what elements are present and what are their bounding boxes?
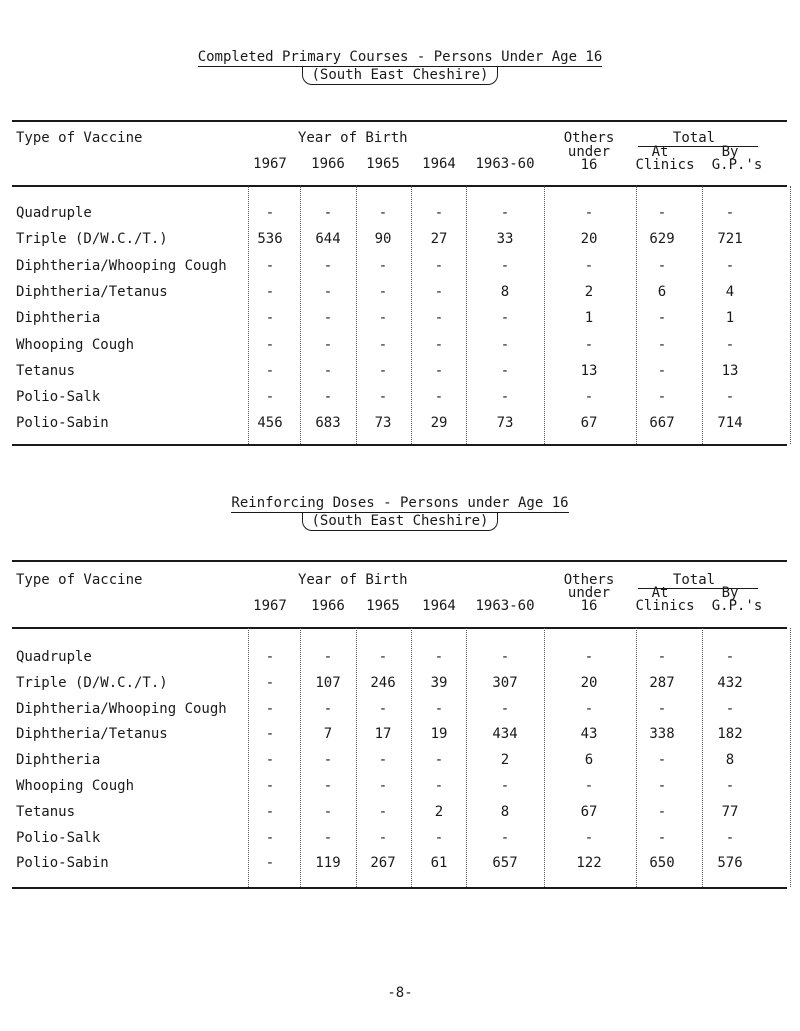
table-cell: 434 bbox=[492, 726, 518, 743]
table-cell: - bbox=[434, 389, 444, 406]
table-cell: - bbox=[725, 829, 735, 846]
header-at: Clinics bbox=[635, 598, 695, 614]
header-others: 16 bbox=[580, 157, 598, 173]
table-cell: - bbox=[265, 700, 275, 717]
table-cell: - bbox=[584, 205, 594, 221]
table-cell: - bbox=[378, 257, 388, 274]
table-cell: - bbox=[657, 649, 667, 665]
row-label: Triple (D/W.C./T.) bbox=[16, 231, 168, 248]
column-divider bbox=[636, 628, 637, 887]
table-cell: 287 bbox=[649, 674, 675, 691]
column-divider bbox=[790, 186, 791, 444]
table-cell: 4 bbox=[725, 283, 735, 300]
table-cell: - bbox=[657, 803, 667, 820]
table-cell: 182 bbox=[717, 726, 743, 743]
table-cell: - bbox=[434, 283, 444, 300]
header-year: 1965 bbox=[366, 156, 400, 172]
table-cell: - bbox=[584, 829, 594, 846]
table-cell: - bbox=[500, 362, 510, 379]
table-cell: 307 bbox=[492, 674, 518, 691]
table-header-rule bbox=[12, 627, 787, 629]
column-divider bbox=[702, 186, 703, 444]
table-cell: - bbox=[378, 803, 388, 820]
row-label: Diphtheria/Whooping Cough bbox=[16, 257, 227, 274]
section2-subtitle: (South East Cheshire) bbox=[302, 513, 497, 531]
table-cell: - bbox=[657, 778, 667, 794]
table-cell: - bbox=[500, 829, 510, 846]
table-cell: - bbox=[265, 726, 275, 743]
header-by: By bbox=[721, 144, 739, 160]
row-label: Polio-Salk bbox=[16, 389, 101, 406]
table-cell: - bbox=[323, 283, 333, 300]
table-cell: - bbox=[500, 257, 510, 274]
table-cell: - bbox=[378, 649, 388, 665]
table-cell: 73 bbox=[374, 415, 392, 432]
section2-title: Reinforcing Doses - Persons under Age 16 bbox=[231, 495, 569, 511]
table-top-rule bbox=[12, 560, 787, 562]
table-cell: 119 bbox=[315, 855, 341, 872]
page-number: -8- bbox=[387, 985, 413, 1001]
column-divider bbox=[248, 186, 249, 444]
row-label: Diphtheria/Tetanus bbox=[16, 283, 168, 300]
table-cell: - bbox=[584, 700, 594, 717]
table-cell: - bbox=[265, 257, 275, 274]
column-divider bbox=[544, 186, 545, 444]
table-cell: - bbox=[378, 310, 388, 327]
table-cell: 8 bbox=[725, 752, 735, 769]
row-label: Quadruple bbox=[16, 649, 92, 665]
table-cell: 714 bbox=[717, 415, 743, 432]
header-others: under bbox=[567, 144, 611, 160]
table-cell: - bbox=[434, 257, 444, 274]
header-year: 1966 bbox=[311, 156, 345, 172]
table-cell: 67 bbox=[580, 415, 598, 432]
table-cell: 122 bbox=[576, 855, 602, 872]
table-cell: 683 bbox=[315, 415, 341, 432]
header-year: 1966 bbox=[311, 598, 345, 614]
row-label: Diphtheria bbox=[16, 752, 101, 769]
table-cell: - bbox=[323, 700, 333, 717]
section2-title-block bbox=[0, 494, 800, 531]
column-divider bbox=[300, 628, 301, 887]
table-cell: 721 bbox=[717, 231, 743, 248]
row-label: Polio-Salk bbox=[16, 829, 101, 846]
table-cell: 432 bbox=[717, 674, 743, 691]
row-label: Tetanus bbox=[16, 803, 76, 820]
table-cell: 107 bbox=[315, 674, 341, 691]
table-cell: - bbox=[657, 700, 667, 717]
table-cell: - bbox=[434, 700, 444, 717]
header-by: By bbox=[721, 585, 739, 601]
table-cell: - bbox=[584, 389, 594, 406]
row-label: Tetanus bbox=[16, 362, 76, 379]
table-cell: 39 bbox=[430, 674, 448, 691]
table-cell: - bbox=[584, 778, 594, 794]
table-cell: 29 bbox=[430, 415, 448, 432]
column-divider bbox=[248, 628, 249, 887]
column-divider bbox=[466, 628, 467, 887]
table-cell: - bbox=[265, 310, 275, 327]
table-cell: 338 bbox=[649, 726, 675, 743]
table-cell: - bbox=[265, 829, 275, 846]
column-divider bbox=[411, 186, 412, 444]
header-year: 1963-60 bbox=[475, 598, 535, 614]
table-cell: - bbox=[657, 389, 667, 406]
header-vaccine: Type of Vaccine bbox=[16, 572, 143, 588]
row-label: Whooping Cough bbox=[16, 778, 135, 794]
table-cell: - bbox=[378, 700, 388, 717]
table-cell: 20 bbox=[580, 674, 598, 691]
table-cell: 7 bbox=[323, 726, 333, 743]
table-cell: 90 bbox=[374, 231, 392, 248]
table-cell: - bbox=[725, 389, 735, 406]
table-cell: - bbox=[265, 336, 275, 353]
column-divider bbox=[356, 186, 357, 444]
table-cell: - bbox=[657, 257, 667, 274]
table-cell: 2 bbox=[500, 752, 510, 769]
table-cell: - bbox=[657, 310, 667, 327]
table-cell: - bbox=[725, 778, 735, 794]
table-cell: - bbox=[657, 752, 667, 769]
table-cell: - bbox=[323, 257, 333, 274]
table-cell: 61 bbox=[430, 855, 448, 872]
table-cell: - bbox=[500, 389, 510, 406]
table-cell: 536 bbox=[257, 231, 283, 248]
table-cell: 2 bbox=[434, 803, 444, 820]
column-divider bbox=[466, 186, 467, 444]
table-cell: - bbox=[323, 362, 333, 379]
table-cell: - bbox=[434, 829, 444, 846]
row-label: Triple (D/W.C./T.) bbox=[16, 674, 168, 691]
column-divider bbox=[702, 628, 703, 887]
table-cell: - bbox=[434, 362, 444, 379]
table-cell: 267 bbox=[370, 855, 396, 872]
table-cell: - bbox=[323, 205, 333, 221]
table-cell: - bbox=[323, 752, 333, 769]
table-cell: - bbox=[657, 205, 667, 221]
header-by: G.P.'s bbox=[711, 157, 763, 173]
table-bottom-rule bbox=[12, 887, 787, 889]
table-cell: 1 bbox=[584, 310, 594, 327]
table-cell: 667 bbox=[649, 415, 675, 432]
table-cell: - bbox=[323, 310, 333, 327]
table-cell: 629 bbox=[649, 231, 675, 248]
table-cell: 456 bbox=[257, 415, 283, 432]
row-label: Diphtheria/Whooping Cough bbox=[16, 700, 227, 717]
header-year: 1967 bbox=[253, 156, 287, 172]
table-bottom-rule bbox=[12, 444, 787, 446]
table-cell: - bbox=[323, 778, 333, 794]
table-cell: - bbox=[500, 700, 510, 717]
table-cell: - bbox=[323, 389, 333, 406]
header-by: G.P.'s bbox=[711, 598, 763, 614]
table-cell: 2 bbox=[584, 283, 594, 300]
table-cell: 17 bbox=[374, 726, 392, 743]
table-cell: - bbox=[378, 778, 388, 794]
header-total: Total bbox=[672, 130, 716, 146]
table-cell: - bbox=[725, 700, 735, 717]
header-year: 1964 bbox=[422, 156, 456, 172]
row-label: Whooping Cough bbox=[16, 336, 135, 353]
row-label: Quadruple bbox=[16, 205, 92, 221]
table-cell: - bbox=[378, 752, 388, 769]
table-cell: - bbox=[657, 362, 667, 379]
table-cell: - bbox=[378, 829, 388, 846]
row-label: Polio-Sabin bbox=[16, 415, 109, 432]
table-cell: - bbox=[500, 778, 510, 794]
table-cell: 13 bbox=[721, 362, 739, 379]
table-cell: - bbox=[434, 778, 444, 794]
table-cell: 246 bbox=[370, 674, 396, 691]
table-cell: - bbox=[434, 205, 444, 221]
table-cell: - bbox=[265, 752, 275, 769]
table-cell: 1 bbox=[725, 310, 735, 327]
table-cell: - bbox=[657, 829, 667, 846]
table-cell: 13 bbox=[580, 362, 598, 379]
table-cell: - bbox=[657, 336, 667, 353]
row-label: Diphtheria/Tetanus bbox=[16, 726, 168, 743]
header-vaccine: Type of Vaccine bbox=[16, 130, 143, 146]
table-cell: 576 bbox=[717, 855, 743, 872]
header-year: 1965 bbox=[366, 598, 400, 614]
table-cell: - bbox=[265, 389, 275, 406]
table-cell: 43 bbox=[580, 726, 598, 743]
table-cell: - bbox=[265, 362, 275, 379]
table-cell: - bbox=[584, 257, 594, 274]
table-cell: 33 bbox=[496, 231, 514, 248]
table-cell: 8 bbox=[500, 803, 510, 820]
table-cell: - bbox=[265, 674, 275, 691]
column-divider bbox=[636, 186, 637, 444]
table-cell: - bbox=[725, 649, 735, 665]
table-cell: - bbox=[323, 829, 333, 846]
table-cell: - bbox=[378, 283, 388, 300]
table-cell: - bbox=[265, 649, 275, 665]
header-others: Others bbox=[563, 572, 615, 588]
column-divider bbox=[411, 628, 412, 887]
table-cell: 19 bbox=[430, 726, 448, 743]
table-cell: - bbox=[323, 336, 333, 353]
section1-title-block bbox=[0, 48, 800, 85]
table-cell: 6 bbox=[584, 752, 594, 769]
table-cell: - bbox=[584, 336, 594, 353]
table-cell: - bbox=[378, 362, 388, 379]
table-cell: 8 bbox=[500, 283, 510, 300]
row-label: Polio-Sabin bbox=[16, 855, 109, 872]
table-cell: 67 bbox=[580, 803, 598, 820]
table-cell: 6 bbox=[657, 283, 667, 300]
table-cell: - bbox=[265, 855, 275, 872]
table-cell: - bbox=[725, 205, 735, 221]
table-cell: - bbox=[265, 283, 275, 300]
table-cell: 644 bbox=[315, 231, 341, 248]
table-cell: - bbox=[500, 205, 510, 221]
header-year-of-birth: Year of Birth bbox=[298, 130, 408, 146]
table-cell: 657 bbox=[492, 855, 518, 872]
column-divider bbox=[356, 628, 357, 887]
column-divider bbox=[300, 186, 301, 444]
table-cell: - bbox=[500, 649, 510, 665]
table-cell: 77 bbox=[721, 803, 739, 820]
section1-title: Completed Primary Courses - Persons Under Age 16 bbox=[197, 49, 603, 65]
header-year: 1967 bbox=[253, 598, 287, 614]
header-others: 16 bbox=[580, 598, 598, 614]
table-cell: - bbox=[725, 257, 735, 274]
table-cell: 27 bbox=[430, 231, 448, 248]
table-top-rule bbox=[12, 120, 787, 122]
table-cell: - bbox=[434, 649, 444, 665]
table-cell: 73 bbox=[496, 415, 514, 432]
table-cell: 20 bbox=[580, 231, 598, 248]
header-total: Total bbox=[672, 572, 716, 588]
header-others: under bbox=[567, 585, 611, 601]
table-cell: - bbox=[500, 310, 510, 327]
table-cell: - bbox=[323, 803, 333, 820]
table-header-rule bbox=[12, 185, 787, 187]
table-cell: 650 bbox=[649, 855, 675, 872]
table-cell: - bbox=[500, 336, 510, 353]
table-cell: - bbox=[265, 778, 275, 794]
table-cell: - bbox=[378, 336, 388, 353]
header-at: At bbox=[651, 144, 669, 160]
table-cell: - bbox=[434, 310, 444, 327]
table-cell: - bbox=[434, 336, 444, 353]
row-label: Diphtheria bbox=[16, 310, 101, 327]
table-cell: - bbox=[323, 649, 333, 665]
header-year: 1963-60 bbox=[475, 156, 535, 172]
header-at: At bbox=[651, 585, 669, 601]
table-cell: - bbox=[265, 205, 275, 221]
table-cell: - bbox=[584, 649, 594, 665]
header-at: Clinics bbox=[635, 157, 695, 173]
table-cell: - bbox=[265, 803, 275, 820]
header-year: 1964 bbox=[422, 598, 456, 614]
table-cell: - bbox=[378, 205, 388, 221]
table-cell: - bbox=[725, 336, 735, 353]
section1-subtitle: (South East Cheshire) bbox=[302, 67, 497, 85]
header-year-of-birth: Year of Birth bbox=[298, 572, 408, 588]
column-divider bbox=[790, 628, 791, 887]
table-cell: - bbox=[378, 389, 388, 406]
table-cell: - bbox=[434, 752, 444, 769]
header-others: Others bbox=[563, 130, 615, 146]
column-divider bbox=[544, 628, 545, 887]
